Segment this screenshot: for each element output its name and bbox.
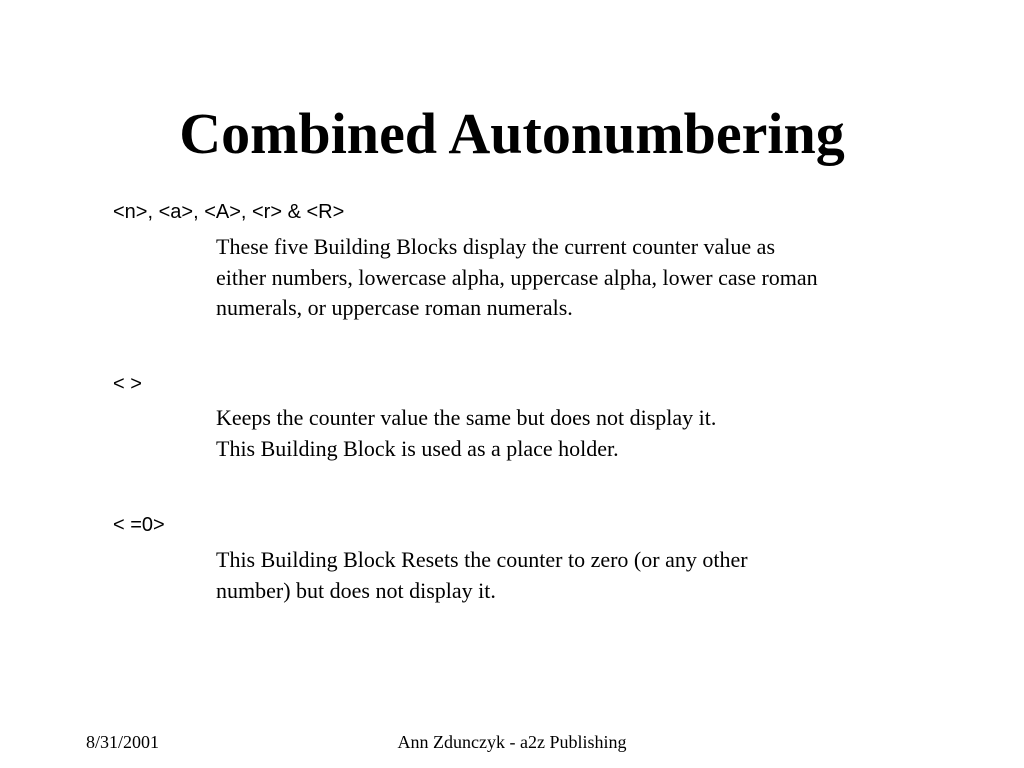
term-reset-block: < =0>	[113, 514, 165, 536]
description-placeholder-block	[216, 403, 976, 464]
description-reset-block	[216, 545, 976, 606]
description-line: number) but does not display it.	[216, 577, 496, 603]
description-line: either numbers, lowercase alpha, uppercase alpha, lower case roman	[216, 264, 818, 290]
term-placeholder-block: < >	[113, 373, 142, 395]
description-line: These five Building Blocks display the current counter value as	[216, 234, 776, 259]
description-line: Keeps the counter value the same but does not display it.	[216, 405, 717, 430]
description-line: numerals, or uppercase roman numerals.	[216, 295, 573, 320]
description-autonumber-blocks	[216, 232, 976, 324]
description-line: This Building Block Resets the counter to zero (or any other	[216, 547, 748, 572]
slide-title: Combined Autonumbering	[179, 101, 845, 166]
footer-author: Ann Zdunczyk - a2z Publishing	[397, 732, 627, 752]
description-line: This Building Block is used as a place holder.	[216, 435, 619, 461]
footer-date: 8/31/2001	[86, 732, 160, 752]
term-autonumber-blocks: <n>, <a>, <A>, <r> & <R>	[113, 201, 345, 223]
